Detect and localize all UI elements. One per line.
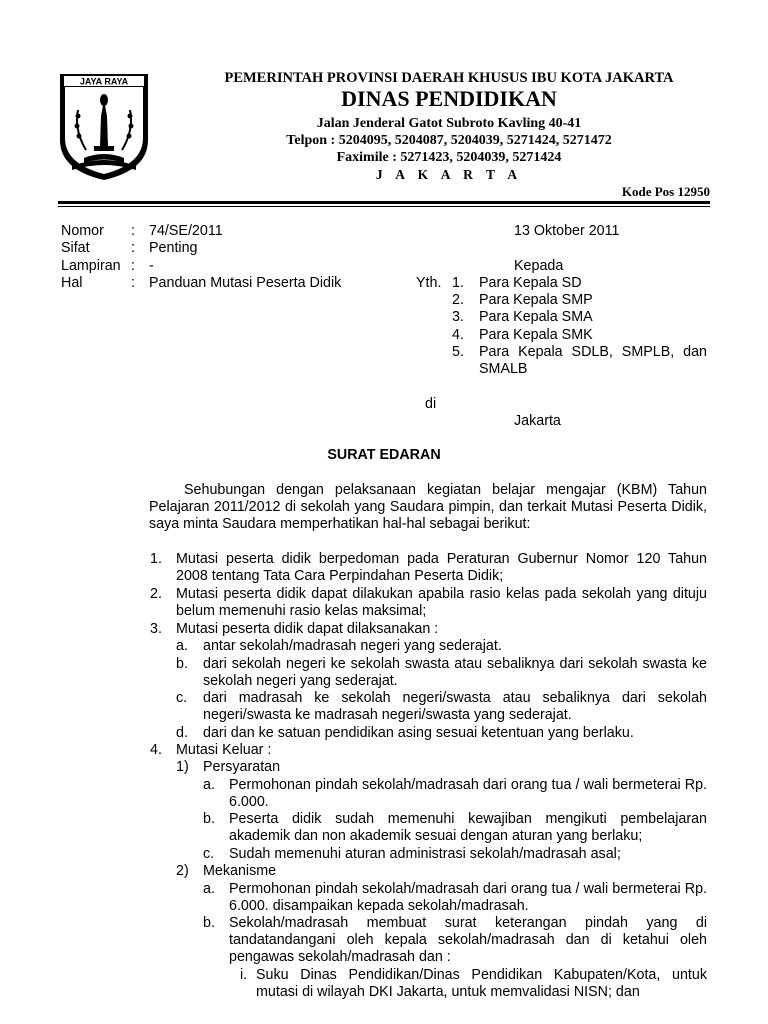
meta-value-nomor: 74/SE/2011 [149, 223, 223, 239]
recipient-num: 4. [452, 327, 464, 343]
letter-date: 13 Oktober 2011 [514, 223, 620, 239]
point-text: Mutasi peserta didik dapat dilakukan apabila rasio kelas pada sekolah yang dituju belum memenuhi rasio kelas maksimal; [176, 586, 707, 619]
subpoint-text: Sudah memenuhi aturan administrasi sekolah/madrasah asal; [229, 846, 621, 862]
recipient-item: Para Kepala SDLB, SMPLB, dan [479, 344, 707, 360]
letterhead-divider-thin [58, 206, 710, 207]
subpoint-letter: c. [176, 690, 188, 706]
section-number: 1) [176, 759, 189, 775]
recipient-num: 2. [452, 292, 464, 308]
recipient-num: 1. [452, 275, 464, 291]
point-text: Mutasi peserta didik berpedoman pada Peraturan Gubernur Nomor 120 Tahun 2008 tentang Tata Cara Perpindahan Peserta Didik; [176, 551, 707, 584]
point-number: 2. [150, 586, 162, 602]
postal-code: Kode Pos 12950 [621, 184, 710, 199]
subpoint-letter: a. [176, 638, 188, 654]
letterhead-agency: DINAS PENDIDIKAN [341, 86, 557, 111]
subpoint-text: antar sekolah/madrasah negeri yang sederajat. [203, 638, 502, 654]
section-number: 2) [176, 863, 189, 879]
subpoint-text: Permohonan pindah sekolah/madrasah dari orang tua / wali bermeterai Rp. 6.000. [229, 777, 707, 810]
document-title: SURAT EDARAN [327, 447, 441, 463]
letterhead-phone: Telpon : 5204095, 5204087, 5204039, 5271424, 5271472 [286, 133, 612, 148]
recipient-item: Para Kepala SD [479, 275, 582, 291]
meta-label-hal: Hal [61, 275, 83, 291]
meta-sep: : [131, 275, 135, 291]
subpoint-roman: i. [240, 967, 248, 983]
point-number: 4. [150, 742, 162, 758]
recipient-kepada: Kepada [514, 258, 564, 274]
meta-label-lampiran: Lampiran [61, 258, 121, 274]
meta-sep: : [131, 223, 135, 239]
recipient-place: Jakarta [514, 413, 561, 429]
point-text: Mutasi Keluar : [176, 742, 272, 758]
intro-paragraph: Sehubungan dengan pelaksanaan kegiatan belajar mengajar (KBM) Tahun Pelajaran 2011/2012 di sekolah yang Saudara pimpin, dan terkait Mutasi Peserta Didik, saya minta Saudara memperhatikan hal-hal sebagai berikut: [149, 482, 707, 532]
recipient-item: Para Kepala SMP [479, 292, 593, 308]
recipient-item: Para Kepala SMA [479, 309, 593, 325]
meta-label-nomor: Nomor [61, 223, 104, 239]
point-number: 1. [150, 551, 162, 567]
recipient-item: Para Kepala SMK [479, 327, 593, 343]
subpoint-text: Suku Dinas Pendidikan/Dinas Pendidikan Kabupaten/Kota, untuk mutasi di wilayah DKI Jakarta, untuk memvalidasi NISN; dan [256, 967, 707, 1000]
recipient-yth: Yth. [416, 275, 442, 291]
subpoint-letter: a. [203, 777, 215, 793]
subpoint-letter: d. [176, 725, 188, 741]
letterhead-address: Jalan Jenderal Gatot Subroto Kavling 40-41 [316, 116, 582, 131]
meta-value-sifat: Penting [149, 240, 198, 256]
subpoint-text: dari dan ke satuan pendidikan asing sesuai ketentuan yang berlaku. [203, 725, 634, 741]
letterhead-fax: Faximile : 5271423, 5204039, 5271424 [336, 150, 562, 165]
subpoint-text: Sekolah/madrasah membuat surat keterangan pindah yang di tandatandangani oleh kepala sekolah/madrasah dan di ketahui oleh pengawas sekolah/madrasah dan : [229, 915, 707, 965]
subpoint-letter: b. [203, 811, 215, 827]
subpoint-text: dari madrasah ke sekolah negeri/swasta atau sebaliknya dari sekolah negeri/swasta ke madrasah negeri/swasta yang sederajat. [203, 690, 707, 723]
subpoint-text: dari sekolah negeri ke sekolah swasta atau sebaliknya dari sekolah swasta ke sekolah negeri yang sederajat. [203, 656, 707, 689]
letterhead-government: PEMERINTAH PROVINSI DAERAH KHUSUS IBU KOTA JAKARTA [224, 70, 674, 86]
subpoint-letter: b. [176, 656, 188, 672]
section-heading: Mekanisme [203, 863, 277, 879]
subpoint-letter: b. [203, 915, 215, 931]
meta-value-hal: Panduan Mutasi Peserta Didik [149, 275, 342, 291]
letterhead-city: J A K A R T A [375, 167, 523, 182]
logo-motto: JAYA RAYA [79, 76, 129, 87]
subpoint-text: Permohonan pindah sekolah/madrasah dari orang tua / wali bermeterai Rp. 6.000. disampaikan kepada sekolah/madrasah. [229, 881, 707, 914]
recipient-item-continued: SMALB [479, 361, 528, 377]
meta-label-sifat: Sifat [61, 240, 90, 256]
recipient-num: 3. [452, 309, 464, 325]
point-number: 3. [150, 621, 162, 637]
letterhead-divider-thick [58, 201, 710, 204]
meta-sep: : [131, 258, 135, 274]
section-heading: Persyaratan [203, 759, 281, 775]
subpoint-letter: a. [203, 881, 215, 897]
subpoint-text: Peserta didik sudah memenuhi kewajiban mengikuti pembelajaran akademik dan non akademik sesuai dengan aturan yang berlaku; [229, 811, 707, 844]
subpoint-letter: c. [203, 846, 215, 862]
meta-sep: : [131, 240, 135, 256]
recipient-num: 5. [452, 344, 464, 360]
meta-value-lampiran: - [149, 258, 154, 274]
recipient-di: di [425, 396, 437, 412]
point-text: Mutasi peserta didik dapat dilaksanakan : [176, 621, 439, 637]
